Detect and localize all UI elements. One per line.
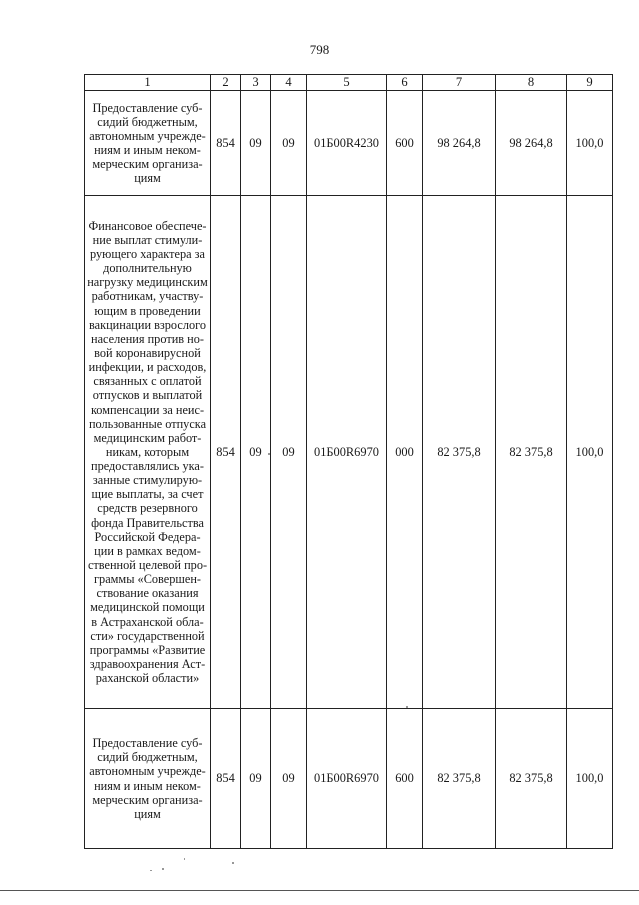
planned-amount-cell: 82 375,8	[423, 709, 496, 849]
row-name-line: медицинским работ-	[93, 430, 202, 445]
row-name-line: ствование оказания	[96, 586, 199, 601]
row-name-line: щие выплаты, за счет	[91, 487, 204, 502]
row-name-line: раханской области»	[95, 671, 200, 686]
subsection-cell: 09	[271, 196, 307, 709]
row-name-line: Предоставление суб-	[92, 100, 203, 115]
row-name-line: мерческим организа-	[92, 157, 203, 172]
row-name-line: Российской Федера-	[94, 529, 201, 544]
row-name-line: нагрузку медицинским	[87, 275, 208, 290]
row-name-line: автономным учрежде-	[89, 764, 206, 779]
percent-cell: 100,0	[567, 91, 613, 196]
row-name-line: в Астраханской обла-	[91, 614, 204, 629]
row-name-line: ниям и иным неком-	[94, 778, 201, 793]
row-name-cell	[85, 709, 211, 849]
expense-type-cell: 600	[387, 91, 423, 196]
row-name-line: предоставлялись ука-	[91, 459, 204, 474]
row-name-line: ции в рамках ведом-	[94, 543, 201, 558]
subsection-cell: 09	[271, 709, 307, 849]
table-row	[85, 196, 613, 709]
budget-table	[84, 74, 613, 849]
section-cell: 09	[241, 709, 271, 849]
row-name-line: сидий бюджетным,	[97, 114, 198, 129]
target-article-cell: 01Б00R4230	[307, 91, 387, 196]
section-cell: 09	[241, 196, 271, 709]
header-cell: 5	[307, 75, 387, 91]
row-name-line: мерческим организа-	[92, 792, 203, 807]
row-name-line: Финансовое обеспече-	[88, 218, 207, 233]
row-name-line: сти» государственной	[90, 628, 205, 643]
row-name-line: граммы «Совершен-	[94, 572, 201, 587]
header-cell: 1	[85, 75, 211, 91]
target-article-cell: 01Б00R6970	[307, 709, 387, 849]
scan-speck	[232, 862, 234, 864]
row-name-line: отпусков и выплатой	[92, 388, 203, 403]
row-name-line: ниям и иным неком-	[94, 143, 201, 157]
row-name-line: вакцинации взрослого	[89, 317, 206, 332]
header-cell: 3	[241, 75, 271, 91]
table-row	[85, 709, 613, 849]
scan-speck	[268, 453, 270, 455]
executed-amount-cell: 82 375,8	[496, 196, 567, 709]
row-name-cell	[85, 91, 211, 196]
executed-amount-cell: 98 264,8	[496, 91, 567, 196]
row-name-line: связанных с оплатой	[93, 374, 202, 389]
row-name-line: работникам, участву-	[91, 289, 204, 304]
target-article-cell: 01Б00R6970	[307, 196, 387, 709]
header-cell: 7	[423, 75, 496, 91]
expense-type-cell: 600	[387, 709, 423, 849]
executed-amount-cell: 82 375,8	[496, 709, 567, 849]
table-row	[85, 91, 613, 196]
planned-amount-cell: 82 375,8	[423, 196, 496, 709]
header-cell: 9	[567, 75, 613, 91]
scan-speck	[162, 868, 164, 870]
admin-code-cell: 854	[211, 196, 241, 709]
row-name-line: никам, которым	[105, 444, 190, 459]
scan-speck	[184, 858, 185, 860]
row-name-line: медицинской помощи	[90, 600, 205, 615]
row-name-line: средств резервного	[97, 501, 198, 516]
header-cell: 6	[387, 75, 423, 91]
row-name-line: циям	[134, 171, 161, 186]
row-name-line: компенсации за неис-	[90, 402, 205, 417]
header-cell: 4	[271, 75, 307, 91]
row-name-line: населения против но-	[91, 331, 204, 346]
expense-type-cell: 000	[387, 196, 423, 709]
row-name-line: инфекции, и расходов,	[88, 360, 207, 375]
page-number: 798	[309, 42, 330, 57]
footer-rule	[0, 890, 639, 891]
header-cell: 8	[496, 75, 567, 91]
percent-cell: 100,0	[567, 196, 613, 709]
row-name-cell	[85, 196, 211, 709]
scan-speck	[406, 706, 408, 708]
header-cell: 2	[211, 75, 241, 91]
row-name-line: пользованные отпуска	[88, 416, 207, 431]
row-name-line: ние выплат стимули-	[92, 232, 203, 247]
section-cell: 09	[241, 91, 271, 196]
row-name-line: рующего характера за	[90, 246, 205, 261]
row-name-line: вой коронавирусной	[94, 345, 201, 360]
row-name-line: ющим в проведении	[94, 303, 201, 318]
subsection-cell: 09	[271, 91, 307, 196]
percent-cell: 100,0	[567, 709, 613, 849]
row-name-line: здравоохранения Аст-	[89, 657, 206, 672]
table-header-row	[85, 75, 613, 91]
row-name-line: циям	[134, 806, 161, 821]
row-name-line: программы «Развитие	[89, 642, 206, 657]
row-name-line: дополнительную	[103, 261, 192, 276]
planned-amount-cell: 98 264,8	[423, 91, 496, 196]
row-name-line: Предоставление суб-	[92, 736, 203, 751]
row-name-line: занные стимулирую-	[92, 473, 203, 488]
row-name-line: автономным учрежде-	[89, 128, 206, 143]
scan-speck	[150, 870, 152, 871]
row-name-line: ственной целевой про-	[87, 558, 208, 573]
row-name-line: фонда Правительства	[91, 515, 204, 530]
row-name-line: сидий бюджетным,	[97, 750, 198, 765]
admin-code-cell: 854	[211, 709, 241, 849]
admin-code-cell: 854	[211, 91, 241, 196]
